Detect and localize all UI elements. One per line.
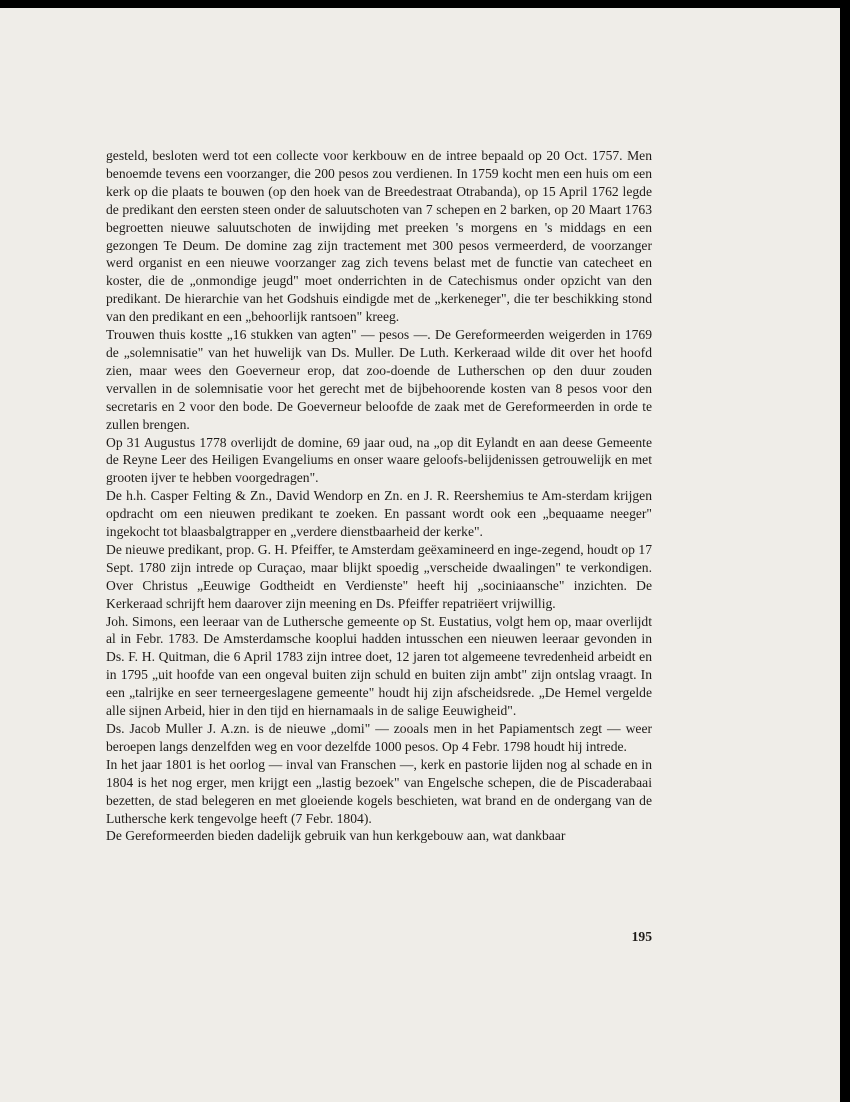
paragraph-8: In het jaar 1801 is het oorlog — inval van Franschen —, kerk en pastorie lijden nog al schade en in 1804 is het nog erger, men krijgt een „lastig bezoek" van Engelsche schepen, die de Piscaderabaai bezetten, de stad belegeren en met gloeiende kogels beschieten, wat brand en de ondergang van de Luthersche kerk tengevolge heeft (7 Febr. 1804). bbox=[106, 756, 652, 826]
paragraph-6: Joh. Simons, een leeraar van de Luthersche gemeente op St. Eustatius, volgt hem op, maar overlijdt al in Febr. 1783. De Amsterdamsche kooplui hadden intusschen een nieuwen leeraar gevonden in Ds. F. H. Quitman, die 6 April 1783 zijn intree doet, 12 jaren tot algemeene tevredenheid arbeidt en in 1795 „uit hoofde van een ongeval buiten zijn schuld en buiten zijn ambt" zijn ontslag vraagt. In een „talrijke en seer terneergeslagene gemeente" houdt hij zijn afscheidsrede. „De Hemel vergelde alle sijnen Arbeid, hier in den tijd en hiernamaals in de salige Eeuwigheid". bbox=[106, 613, 652, 719]
paragraph-2: Trouwen thuis kostte „16 stukken van agten" — pesos —. De Gereformeerden weigerden in 1769 de „solemnisatie" van het huwelijk van Ds. Muller. De Luth. Kerkeraad wilde dit over het hoofd zien, maar wees den Goeverneur erop, dat zoo-doende de Lutherschen op den duur zouden vervallen in de solemnisatie voor het gerecht met de bijbehoorende kosten van 8 pesos voor den secretaris en 2 voor den bode. De Goeverneur beloofde de zaak met de Gereformeerden in orde te zullen brengen. bbox=[106, 327, 652, 432]
paragraph-5: De nieuwe predikant, prop. G. H. Pfeiffer, te Amsterdam geëxamineerd en inge-zegend, houdt op 17 Sept. 1780 zijn intrede op Curaçao, maar blijkt spoedig „verscheide dwaalingen" te verkondigen. Over Christus „Eeuwige Godtheidt en Verdienste" heeft hij „sociniaansche" inzichten. De Kerkeraad schrijft hem daarover zijn meening en Ds. Pfeiffer repatriëert vrijwillig. bbox=[106, 541, 652, 611]
paragraph-7: Ds. Jacob Muller J. A.zn. is de nieuwe „domi" — zooals men in het Papiamentsch zegt — weer beroepen langs denzelfden weg en voor dezelfde 1000 pesos. Op 4 Febr. 1798 houdt hij intrede. bbox=[106, 721, 652, 754]
paragraph-9: De Gereformeerden bieden dadelijk gebruik van hun kerkgebouw aan, wat dankbaar bbox=[106, 828, 566, 844]
body-text bbox=[106, 147, 652, 845]
paragraph-3: Op 31 Augustus 1778 overlijdt de domine, 69 jaar oud, na „op dit Eylandt en aan deese Gemeente de Reyne Leer des Heiligen Evangeliums en onser waare geloofs-belijdenissen getrouwelijk en met grooten ijver te hebben voorgedragen". bbox=[106, 434, 652, 486]
page-number: 195 bbox=[631, 929, 652, 944]
paragraph-4: De h.h. Casper Felting & Zn., David Wendorp en Zn. en J. R. Reershemius te Am-sterdam krijgen opdracht om een nieuwen predikant te zoeken. En passant wordt ook een „bequaame neeger" ingekocht tot blaasbalgtrapper en „verdere dienstbaarheid der kerke". bbox=[106, 488, 652, 540]
book-page bbox=[0, 8, 840, 1102]
paragraph-1: gesteld, besloten werd tot een collecte voor kerkbouw en de intree bepaald op 20 Oct. 1757. Men benoemde tevens een voorzanger, die 200 pesos zou verdienen. In 1759 kocht men een huis om een kerk op die plaats te bouwen (op den hoek van de Breedestraat Otrabanda), op 15 April 1762 legde de predikant den eersten steen onder de saluutschoten van 7 schepen en 2 barken, op 20 Maart 1763 begroetten nieuwe saluutschoten de inwijding met preeken 's morgens en 's middags en een gezongen Te Deum. De domine zag zijn tractement met 300 pesos vermeerderd, de voorzanger werd organist en een nieuwe voorzanger zag zich tevens belast met de functie van catecheet en koster, die de „onmondige jeugd" moet onderrichten in de Catechismus onder opzicht van den predikant. De hierarchie van het Godshuis eindigde met de „kerkeneger", die ter beschikking stond van den predikant en een „behoorlijk rantsoen" kreeg. bbox=[106, 148, 652, 325]
